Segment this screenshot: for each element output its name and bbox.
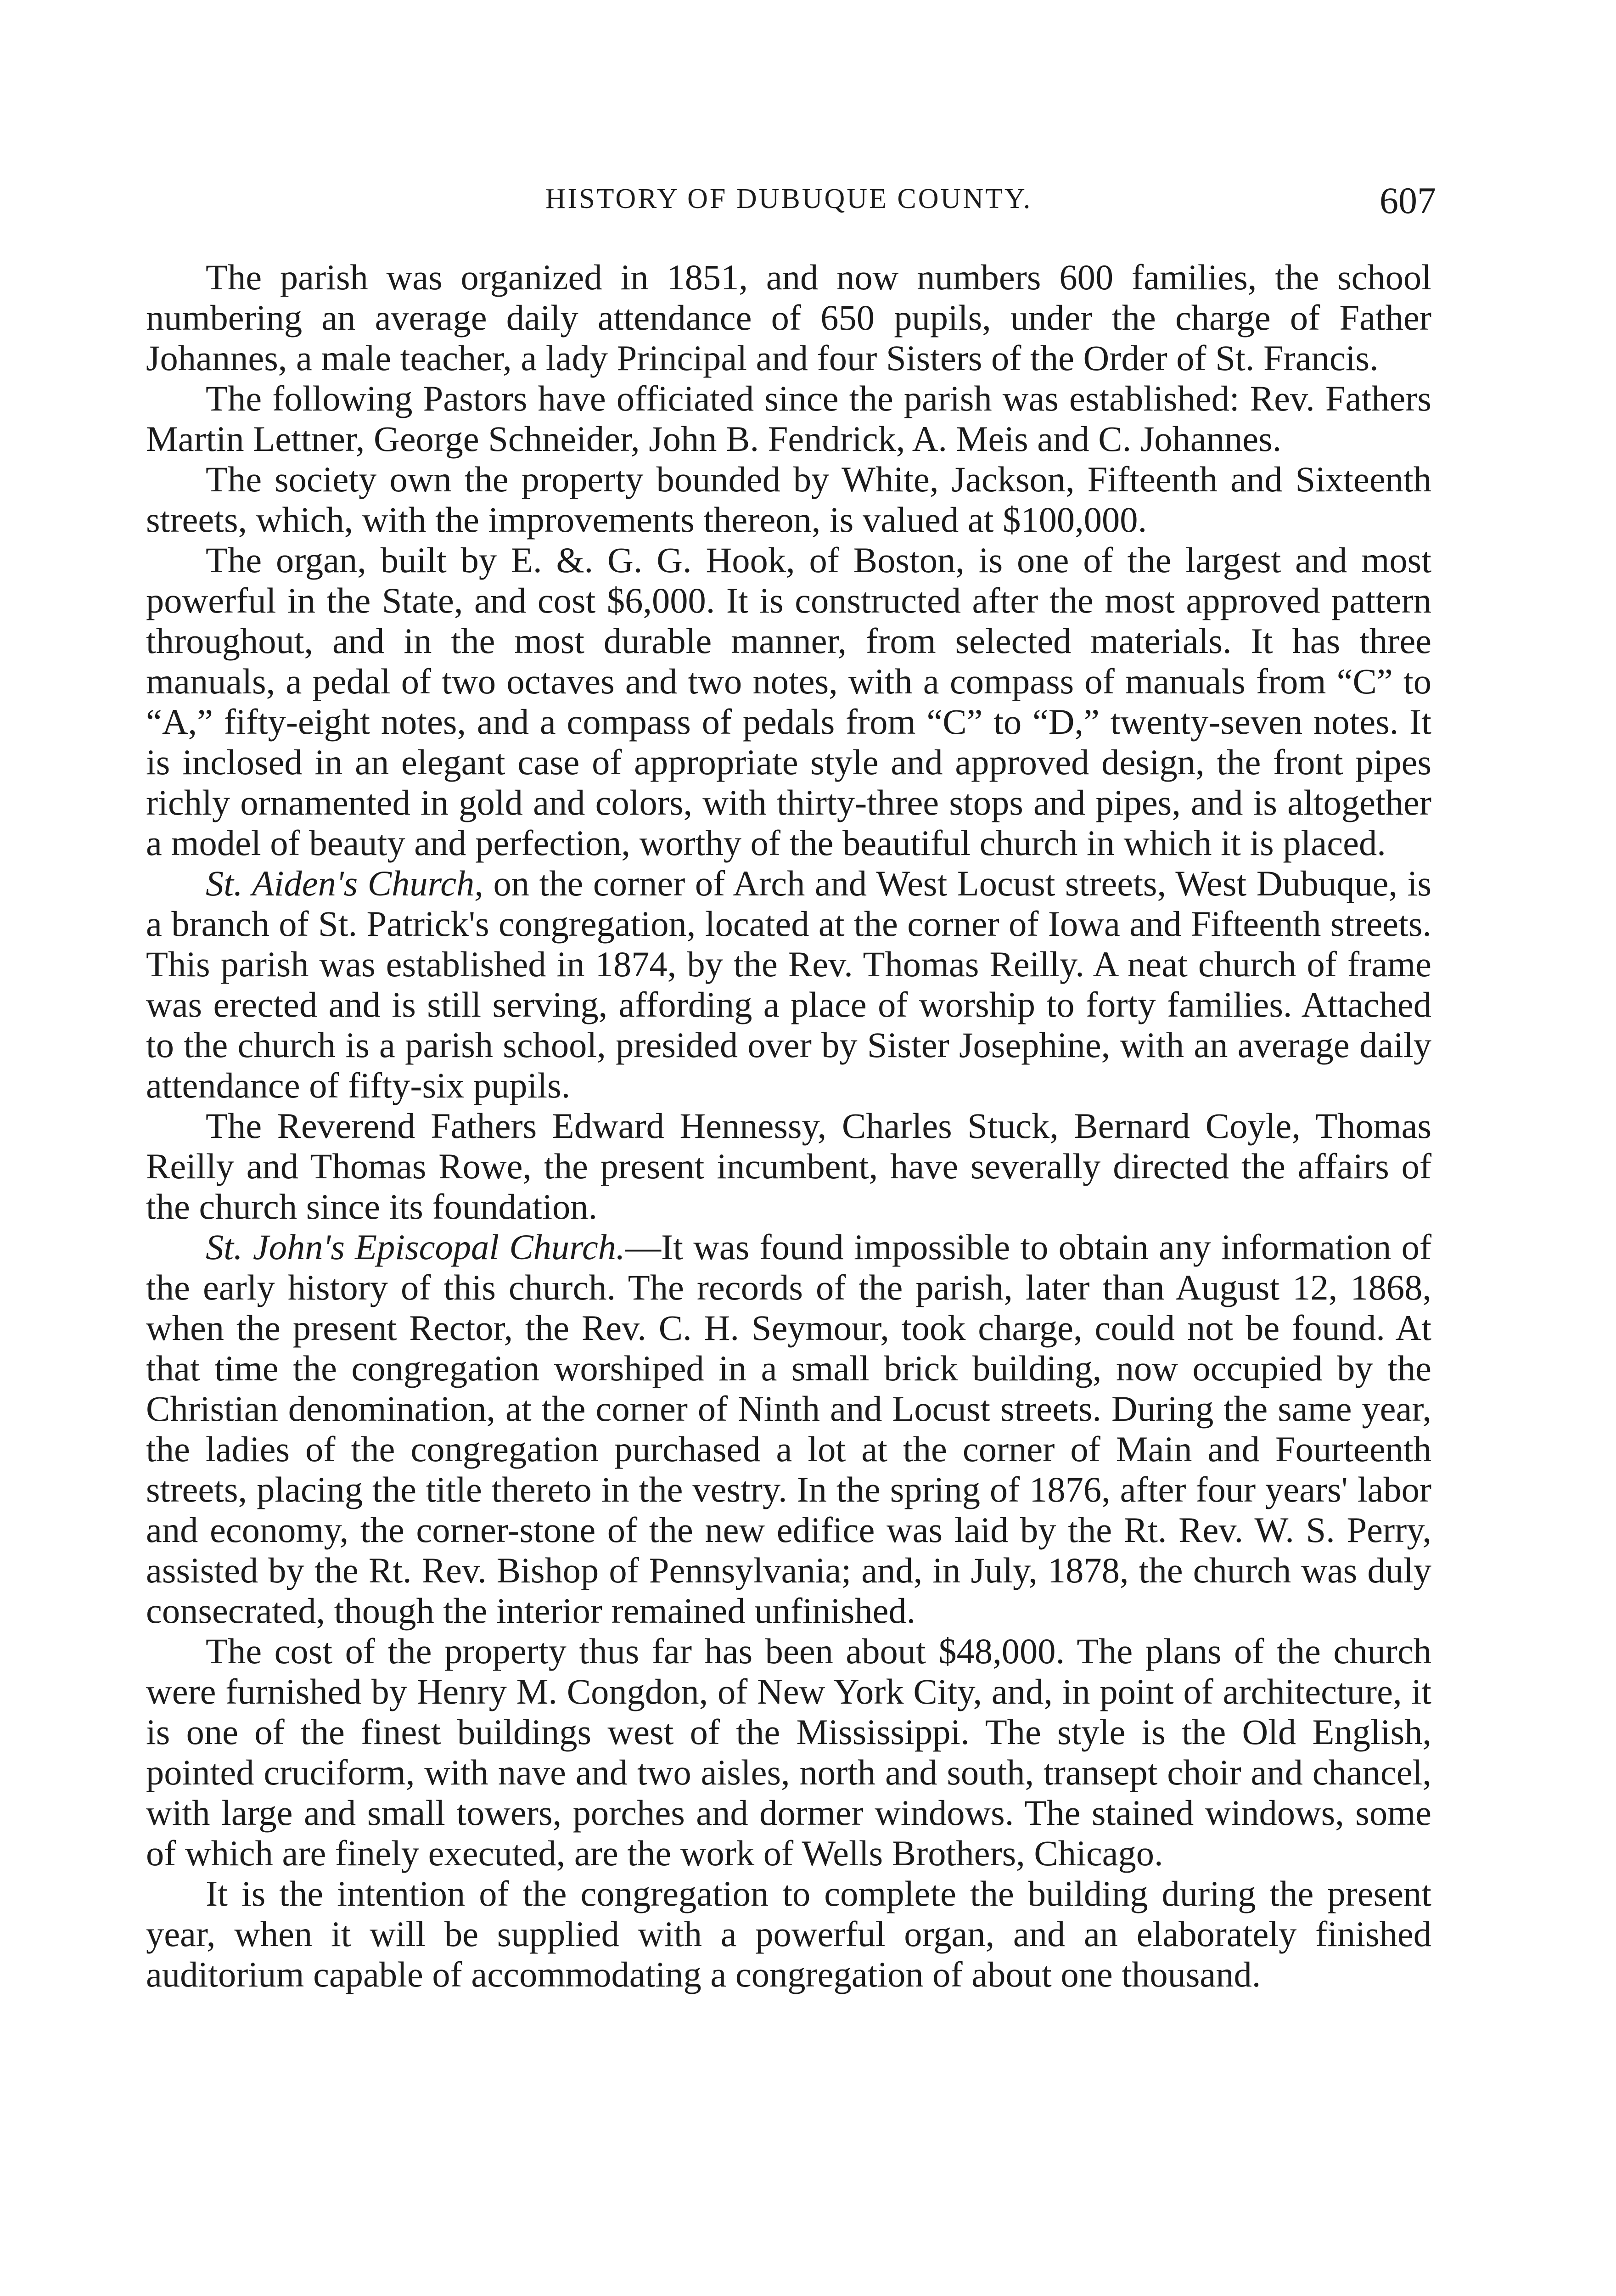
paragraph-text: The following Pastors have officiated since the parish was established: Rev. Fathers Martin Lettner, George Schneider, John B. Fendrick, A. Meis and C. Johannes. xyxy=(146,378,1431,459)
paragraph xyxy=(146,863,1431,1106)
body-text xyxy=(146,257,1431,1995)
paragraph-text: The organ, built by E. &. G. G. Hook, of Boston, is one of the largest and most powerful in the State, and cost $6,000. It is constructed after the most approved pattern throughout, and in the most durable manner, from selected materials. It has three manuals, a pedal of two octaves and two notes, with a compass of manuals from “C” to “A,” fifty-eight notes, and a compass of pedals from “C” to “D,” twenty-seven notes. It is inclosed in an elegant case of appropriate style and approved design, the front pipes richly ornamented in gold and colors, with thirty-three stops and pipes, and is altogether a model of beauty and perfection, worthy of the beautiful church in which it is placed. xyxy=(146,540,1431,863)
paragraph xyxy=(146,459,1431,540)
paragraph xyxy=(146,1631,1431,1874)
paragraph-text: The society own the property bounded by White, Jackson, Fifteenth and Sixteenth streets, which, with the improvements thereon, is valued at $100,000. xyxy=(146,459,1431,540)
paragraph-text: —It was found impossible to obtain any information of the early history of this church. The records of the parish, later than August 12, 1868, when the present Rector, the Rev. C. H. Seymour, took charge, could not be found. At that time the congregation worshiped in a small brick building, now occupied by the Christian denomination, at the corner of Ninth and Locust streets. During the same year, the ladies of the congregation purchased a lot at the corner of Main and Fourteenth streets, placing the title thereto in the vestry. In the spring of 1876, after four years' labor and economy, the corner-stone of the new edifice was laid by the Rt. Rev. W. S. Perry, assisted by the Rt. Rev. Bishop of Pennsylvania; and, in July, 1878, the church was duly consecrated, though the interior remained unfinished. xyxy=(146,1227,1431,1631)
paragraph xyxy=(146,257,1431,378)
paragraph xyxy=(146,540,1431,863)
paragraph-text: It is the intention of the congregation to complete the building during the present year, when it will be supplied with a powerful organ, and an elaborately finished auditorium capable of accommodating a congregation of about one thousand. xyxy=(146,1874,1431,1994)
paragraph-text: The cost of the property thus far has been about $48,000. The plans of the church were furnished by Henry M. Congdon, of New York City, and, in point of architecture, it is one of the finest buildings west of the Mississippi. The style is the Old English, pointed cruciform, with nave and two aisles, north and south, transept choir and chancel, with large and small towers, porches and dormer windows. The stained windows, some of which are finely executed, are the work of Wells Brothers, Chicago. xyxy=(146,1631,1431,1873)
paragraph xyxy=(146,1227,1431,1631)
paragraph xyxy=(146,378,1431,459)
paragraph-text: The parish was organized in 1851, and now numbers 600 families, the school numbering an average daily attendance of 650 pupils, under the charge of Father Johannes, a male teacher, a lady Principal and four Sisters of the Order of St. Francis. xyxy=(146,257,1431,378)
paragraph-text: on the corner of Arch and West Locust streets, West Dubuque, is a branch of St. Patrick's congregation, located at the corner of Iowa and Fifteenth streets. This parish was established in 1874, by the Rev. Thomas Reilly. A neat church of frame was erected and is still serving, affording a place of worship to forty families. Attached to the church is a parish school, presided over by Sister Josephine, with an average daily attendance of fifty-six pupils. xyxy=(146,863,1431,1105)
running-title: HISTORY OF DUBUQUE COUNTY. xyxy=(545,183,1032,214)
paragraph-text: The Reverend Fathers Edward Hennessy, Charles Stuck, Bernard Coyle, Thomas Reilly and Thomas Rowe, the present incumbent, have severally directed the affairs of the church since its foundation. xyxy=(146,1106,1431,1227)
paragraph-lead-italic: St. Aiden's Church, xyxy=(206,863,483,903)
page-number: 607 xyxy=(1380,180,1436,221)
running-head xyxy=(146,180,1436,233)
paragraph xyxy=(146,1874,1431,1995)
paragraph-lead-italic: St. John's Episcopal Church. xyxy=(206,1227,625,1267)
paragraph xyxy=(146,1106,1431,1227)
